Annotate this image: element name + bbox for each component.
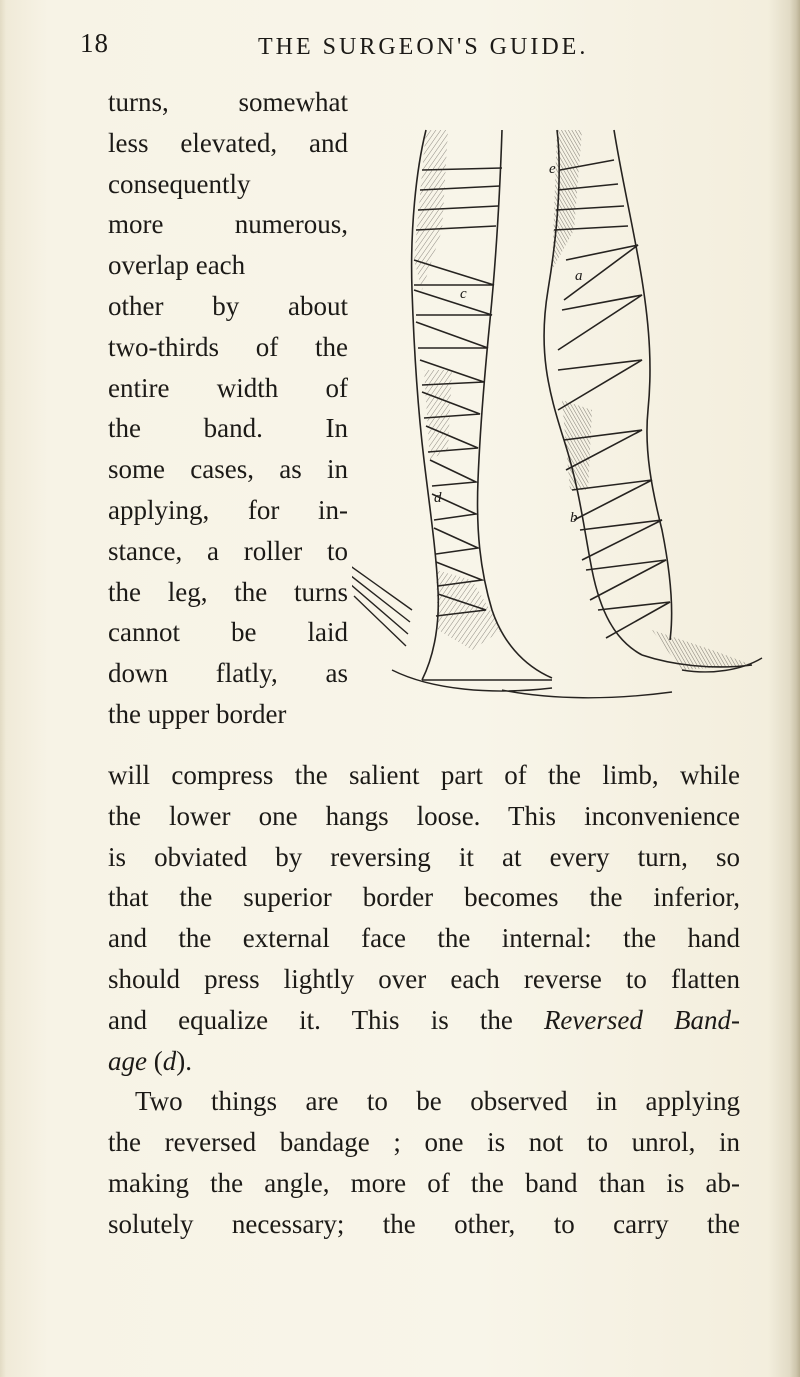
page-gutter [0, 0, 6, 1377]
text-line: will compress the salient part of the limb, while [108, 760, 740, 790]
text-line: that the superior border becomes the inferior, [108, 882, 740, 913]
text-line: consequently [108, 168, 251, 199]
term-continuation: age [108, 1045, 147, 1076]
loose-bandage-roll [352, 560, 762, 698]
text-line: two-thirds of the [108, 331, 348, 362]
text-line: less elevated, and [108, 127, 348, 158]
text-line [108, 1041, 740, 1082]
label-a: a [575, 268, 583, 284]
label-c: c [460, 286, 467, 302]
text-line: stance, a roller to [108, 535, 348, 566]
text-line: making the angle, more of the band than is ab- [108, 1167, 740, 1198]
text-line: the reversed bandage ; one is not to unrol, in [108, 1127, 740, 1158]
paren-open: ( [146, 1045, 163, 1076]
right-leg-shading [552, 130, 752, 670]
narrow-text-column [108, 82, 348, 735]
label-d: d [434, 490, 442, 506]
bandaged-legs-figure [352, 110, 772, 720]
text-line: the upper border [108, 698, 287, 729]
text-line: is obviated by reversing it at every turn, so [108, 841, 740, 872]
text-line: more numerous, [108, 209, 348, 240]
text-line: the band. In [108, 413, 348, 444]
text-line: the lower one hangs loose. This inconvenience [108, 800, 740, 831]
text-line: down flatly, as [108, 658, 348, 689]
label-b: b [570, 510, 578, 526]
text-line: solutely necessary; the other, to carry the [108, 1208, 740, 1239]
text-line: other by about [108, 290, 348, 321]
term-reversed-bandage: Reversed Band- [543, 1004, 740, 1035]
text-line [108, 1000, 740, 1041]
text-line: entire width of [108, 372, 348, 403]
page-number: 18 [80, 28, 109, 58]
paren-close: ). [176, 1045, 192, 1076]
text-line: turns, somewhat [108, 87, 348, 117]
page-edge [790, 0, 800, 1377]
bandage-illustration [352, 110, 772, 720]
label-e: e [549, 161, 556, 177]
text-fragment: and equalize it. This is the [108, 1004, 544, 1035]
text-line: and the external face the internal: the hand [108, 923, 740, 954]
body-text [108, 755, 740, 1245]
text-line: Two things are to be observed in applying [135, 1086, 740, 1117]
text-line: some cases, as in [108, 454, 348, 485]
text-line: overlap each [108, 250, 246, 281]
text-line: applying, for in- [108, 494, 348, 525]
text-line: the leg, the turns [108, 576, 348, 607]
text-line: cannot be laid [108, 617, 348, 648]
figure-ref-d: d [162, 1045, 177, 1076]
running-head: THE SURGEON'S GUIDE. [258, 34, 589, 60]
text-line: should press lightly over each reverse to flatten [108, 963, 740, 994]
